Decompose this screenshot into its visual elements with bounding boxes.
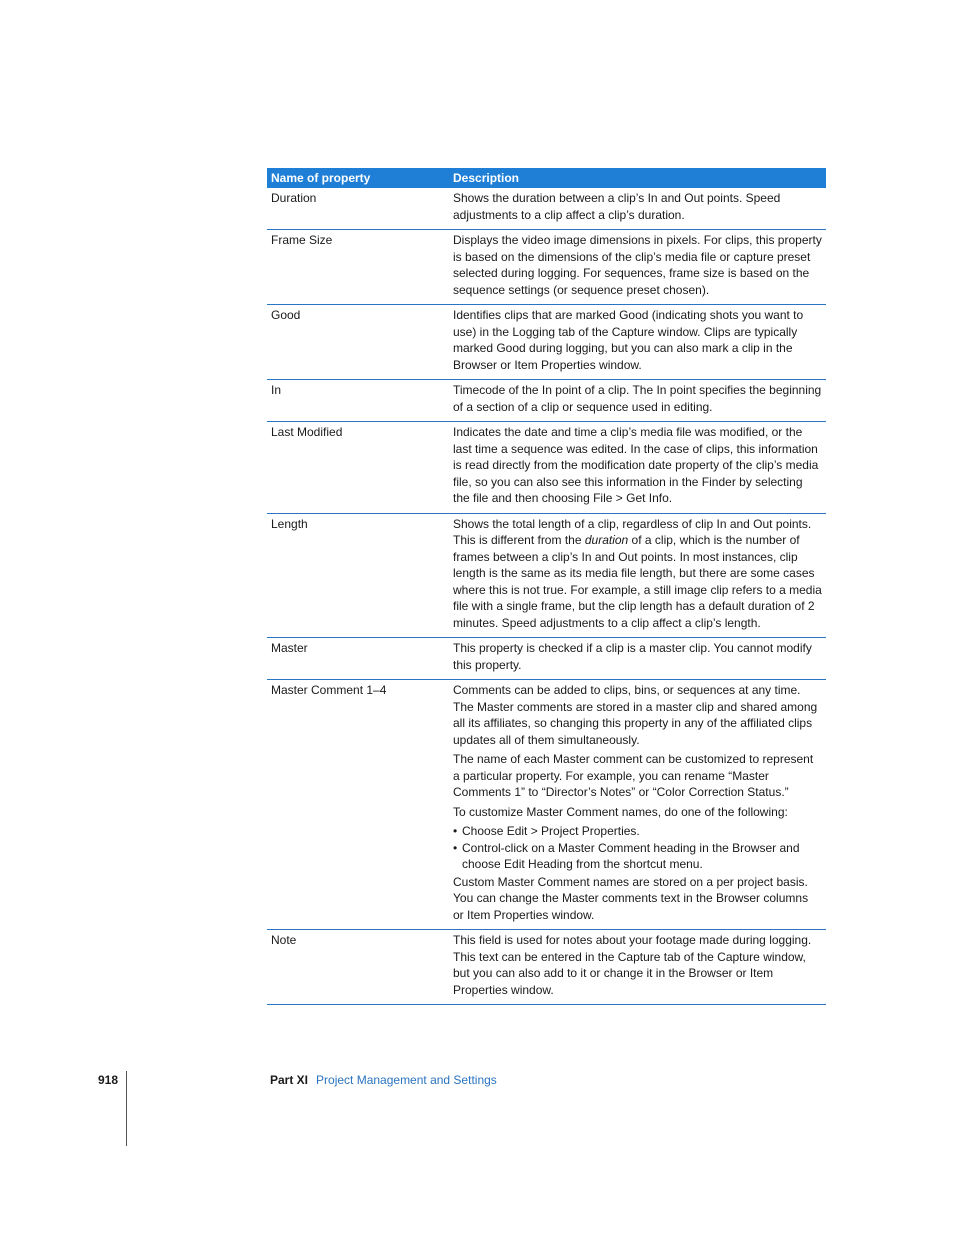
property-description: Timecode of the In point of a clip. The In point specifies the beginning of a section of a clip or sequence used in editing. [453, 383, 822, 414]
part-label: Part XI [270, 1073, 309, 1087]
table-row [267, 305, 826, 380]
property-description: This property is checked if a clip is a master clip. You cannot modify this property. [453, 641, 812, 672]
property-name: Length [271, 516, 308, 531]
property-name: Duration [271, 191, 317, 205]
property-description: Shows the total length of a clip, regardless of clip In and Out points. This is different from the duration of a clip, which is the number of frames between a clip’s In and Out points. In most instances, clip length is the same as its media file length, but there are some cases where this is not true. For example, a still image clip refers to a media file with a single frame, but the clip length has a default duration of 2 minutes. Speed adjustments to a clip affect a clip’s length. [453, 516, 822, 630]
property-name: Last Modified [271, 425, 343, 439]
property-name: Frame Size [271, 233, 333, 247]
property-description: Displays the video image dimensions in pixels. For clips, this property is based on the dimensions of the clip’s media file or capture preset selected during logging. For sequences, frame size is based on the sequence settings (or sequence preset chosen). [453, 233, 822, 297]
property-description: Comments can be added to clips, bins, or sequences at any time. The Master comments are stored in a master clip and shared among all its affiliates, so changing this property in any of the affiliated clips updates all of them simultaneously. The name of each Master comment can be customized to represent a particular property. For example, you can rename “Master Comments 1” to “Director’s Notes” or “Color Correction Status.” To customize Master Comment names, do one of the following: • Choose Edit > Project Properties. • Control-click on a Master Comment heading in the Browser and choose Edit Heading from the shortcut menu. Custom Master Comment names are stored on a per project basis. You can change the Master comments text in the Browser columns or Item Properties window. [453, 682, 826, 923]
bullet-list [453, 823, 822, 873]
list-item: • Control-click on a Master Comment heading in the Browser and choose Edit Heading from the shortcut menu. [453, 840, 822, 873]
header-property: Name of property [271, 170, 371, 185]
property-name: Good [271, 308, 301, 322]
property-name: In [271, 383, 282, 397]
section-title: Project Management and Settings [316, 1073, 497, 1087]
table-row [267, 380, 826, 422]
list-item: • Choose Edit > Project Properties. [453, 823, 822, 840]
running-footer [270, 1073, 497, 1087]
footer-divider [126, 1071, 127, 1146]
table-row [267, 422, 826, 514]
property-name: Master [271, 641, 308, 655]
table-row [267, 514, 826, 639]
property-description: Identifies clips that are marked Good (indicating shots you want to use) in the Logging tab of the Capture window. Clips are typically marked Good during logging, but you can also mark a clip in the Browser or Item Properties window. [453, 308, 804, 372]
table-header [267, 168, 826, 188]
property-name: Master Comment 1–4 [271, 683, 387, 697]
table-row [267, 230, 826, 305]
property-table [267, 168, 826, 1005]
table-row [267, 188, 826, 230]
table-row [267, 638, 826, 680]
table-row [267, 930, 826, 1005]
property-description: Shows the duration between a clip’s In and Out points. Speed adjustments to a clip affect a clip’s duration. [453, 191, 781, 222]
table-row [267, 680, 826, 930]
property-description: This field is used for notes about your footage made during logging. This text can be entered in the Capture tab of the Capture window, but you can also add to it or change it in the Browser or Item Properties window. [453, 933, 812, 997]
property-description: Indicates the date and time a clip’s media file was modified, or the last time a sequence was edited. In the case of clips, this information is read directly from the modification date property of the clip’s media file, so you can also see this information in the Finder by selecting the file and then choosing File > Get Info. [453, 425, 819, 505]
header-description: Description [453, 170, 520, 185]
page-number: 918 [98, 1073, 119, 1087]
property-name: Note [271, 933, 297, 947]
